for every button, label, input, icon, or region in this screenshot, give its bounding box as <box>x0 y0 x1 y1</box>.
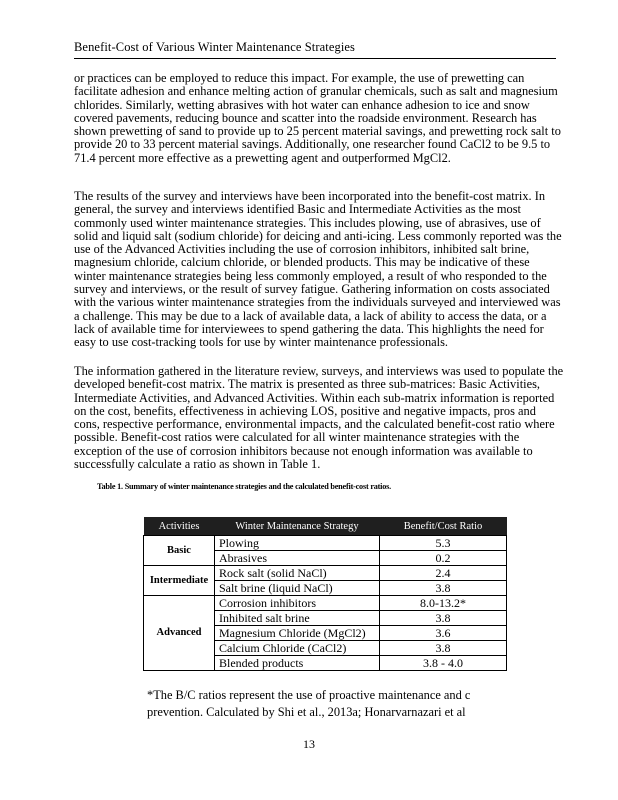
running-header: Benefit-Cost of Various Winter Maintenance Strategies <box>74 40 356 54</box>
footnote-line: prevention. Calculated by Shi et al., 2013a; Honarvarnazari et al <box>147 705 466 719</box>
body-paragraph-3: The information gathered in the literature review, surveys, and interviews was used to populate the developed benefit-cost matrix. The matrix is presented as three sub-matrices: Basic Activities, Intermediate Activities, and Advanced Activities. Within each sub-matrix information is reported on the cost, benefits, effectiveness in achieving LOS, positive and negative impacts, pros and cons, respective performance, environmental impacts, and the calculated benefit-cost ratio where possible. Benefit-cost ratios were calculated for all winter maintenance strategies with the exception of the use of corrosion inhibitors because not enough information was available to successfully calculate a ratio as shown in Table 1. <box>74 364 564 472</box>
ratio-cell: 3.6 <box>380 626 507 641</box>
strategy-cell: Abrasives <box>215 551 380 566</box>
strategy-cell: Plowing <box>215 536 380 551</box>
strategy-cell: Calcium Chloride (CaCl2) <box>215 641 380 656</box>
table-footnote <box>147 687 497 721</box>
table-header-row <box>144 517 507 536</box>
column-header-strategy: Winter Maintenance Strategy <box>215 517 380 536</box>
strategy-cell: Corrosion inhibitors <box>215 596 380 611</box>
ratio-cell: 5.3 <box>380 536 507 551</box>
column-header-activities: Activities <box>144 517 215 536</box>
ratio-cell: 8.0-13.2* <box>380 596 507 611</box>
footnote-line: *The B/C ratios represent the use of proactive maintenance and c <box>147 688 471 702</box>
table-row <box>144 596 507 611</box>
body-paragraph-2: The results of the survey and interviews have been incorporated into the benefit-cost matrix. In general, the survey and interviews identified Basic and Intermediate Activities as the most commonly used winter maintenance strategies. This includes plowing, use of abrasives, use of solid and liquid salt (sodium chloride) for deicing and anti-icing. Less commonly reported was the use of the Advanced Activities including the use of corrosion inhibitors, inhibited salt brine, magnesium chloride, calcium chloride, or blended products. This may be indicative of these winter maintenance strategies being less commonly employed, a result of who responded to the survey and interviews, or the result of survey fatigue. Gathering information on costs associated with the various winter maintenance strategies from the individuals surveyed and interviewed was a challenge. This may be due to a lack of available data, a lack of ability to access the data, or a lack of available time for interviewees to spend gathering the data. This highlights the need for easy to use cost-tracking tools for use by winter maintenance professionals. <box>74 189 562 350</box>
strategy-cell: Rock salt (solid NaCl) <box>215 566 380 581</box>
strategy-cell: Inhibited salt brine <box>215 611 380 626</box>
table-caption: Table 1. Summary of winter maintenance strategies and the calculated benefit-cost ratios. <box>97 482 391 491</box>
ratio-cell: 3.8 - 4.0 <box>380 656 507 671</box>
header-rule <box>74 58 556 59</box>
strategy-cell: Blended products <box>215 656 380 671</box>
column-header-ratio: Benefit/Cost Ratio <box>380 517 507 536</box>
strategy-cell: Salt brine (liquid NaCl) <box>215 581 380 596</box>
ratio-cell: 3.8 <box>380 611 507 626</box>
ratio-cell: 3.8 <box>380 581 507 596</box>
body-paragraph-1: or practices can be employed to reduce this impact. For example, the use of prewetting can facilitate adhesion and enhance melting action of granular chemicals, such as salt and magnesium chlorides. Similarly, wetting abrasives with hot water can enhance adhesion to ice and snow covered pavements, reducing bounce and scatter into the roadside environment. Research has shown prewetting of sand to provide up to 25 percent material savings, and prewetting rock salt to provide 20 to 33 percent material savings. Additionally, one researcher found CaCl2 to be 9.5 to 71.4 percent more effective as a prewetting agent and outperformed MgCl2. <box>74 71 561 165</box>
table-row <box>144 536 507 551</box>
benefit-cost-table <box>143 517 507 671</box>
strategy-cell: Magnesium Chloride (MgCl2) <box>215 626 380 641</box>
ratio-cell: 3.8 <box>380 641 507 656</box>
ratio-cell: 2.4 <box>380 566 507 581</box>
table-row <box>144 566 507 581</box>
page-number: 13 <box>303 737 315 751</box>
category-cell-intermediate: Intermediate <box>144 566 215 596</box>
category-cell-basic: Basic <box>144 536 215 566</box>
category-cell-advanced: Advanced <box>144 596 215 671</box>
ratio-cell: 0.2 <box>380 551 507 566</box>
